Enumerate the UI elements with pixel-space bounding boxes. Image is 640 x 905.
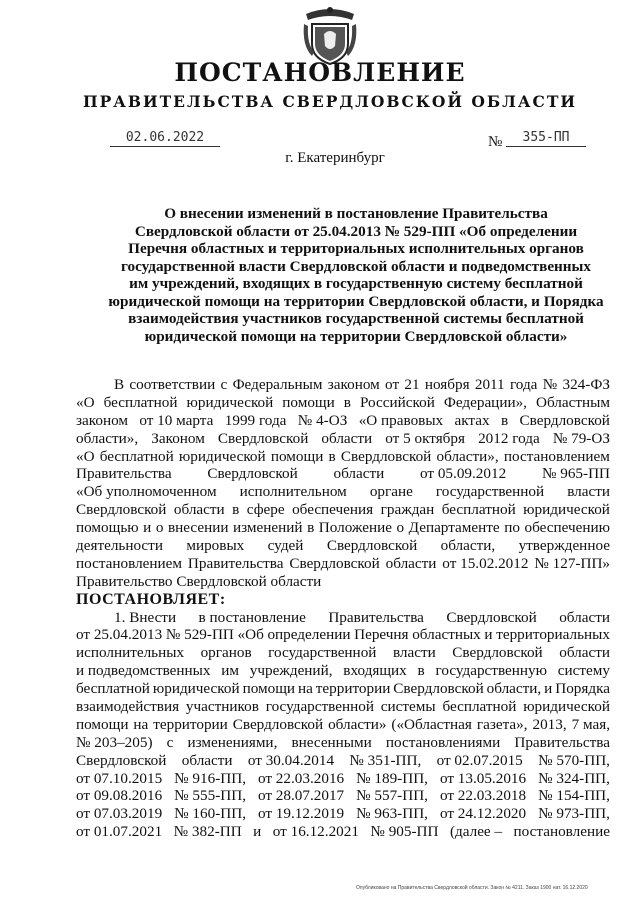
text-line [76, 412, 610, 430]
word: в [307, 519, 315, 537]
document-city: г. Екатеринбург [285, 150, 385, 166]
word: № 382-ПП [173, 823, 242, 841]
word: и [484, 626, 493, 644]
word: области, [440, 537, 496, 555]
word: области», [436, 447, 499, 465]
heading-line: государственной власти Свердловской области и подведомственных [120, 257, 592, 275]
word: и подведомственных [76, 662, 211, 680]
word: им [221, 662, 239, 680]
text-line [76, 501, 610, 519]
word: № 557-ПП, [356, 787, 428, 805]
text-line [76, 752, 610, 770]
word: Свердловской [232, 715, 324, 733]
word: 7 мая, [571, 715, 610, 733]
word: с [220, 376, 228, 393]
text-line [76, 734, 610, 752]
document-subtitle: ПРАВИТЕЛЬСТВА СВЕРДЛОВСКОЙ ОБЛАСТИ [82, 92, 578, 111]
document-body [76, 376, 610, 841]
word: Законом [151, 429, 205, 447]
word: «Об уполномоченном [76, 483, 217, 501]
word: в [328, 447, 336, 465]
word: области [321, 429, 373, 447]
word: обеспечению [524, 519, 610, 537]
text-line [76, 644, 610, 662]
word: юридической [523, 698, 610, 716]
word: бесплатной [441, 501, 516, 519]
number-label: № [488, 134, 503, 150]
word: «О правовых [358, 411, 444, 429]
heading-line: Перечня областных и территориальных исполнительных органов [128, 240, 584, 257]
word: области [333, 465, 385, 483]
word: № 570-ПП, [538, 751, 610, 769]
word: области, [486, 680, 542, 698]
word: № 973-ПП, [538, 805, 610, 823]
preamble-last-line: Правительство Свердловской области [76, 572, 322, 590]
word: с [166, 733, 174, 751]
word: утвержденное [518, 537, 610, 555]
word: от 19.12.2019 [257, 805, 345, 823]
word: № 154-ПП, [538, 787, 610, 805]
word: сфере [246, 501, 285, 519]
word: Департаменте [408, 519, 500, 537]
word: помощи [242, 680, 296, 698]
word: постановлением [503, 447, 610, 465]
word: Свердловской [76, 751, 167, 769]
word: власти [392, 644, 436, 662]
text-line [76, 626, 610, 644]
word: актах [454, 411, 490, 429]
text-line [76, 609, 610, 627]
word: мировых [186, 537, 245, 555]
word: области [181, 751, 233, 769]
word: изменениями, [187, 733, 278, 751]
heading-line: взаимодействия участников государственной системы бесплатной [128, 310, 584, 327]
word: Свердловской [289, 554, 380, 572]
word: органе [369, 483, 413, 501]
word: № 203–205) [76, 733, 153, 751]
word: от 02.07.2015 [436, 751, 523, 769]
word: помощи [76, 715, 129, 733]
word: учреждений, [249, 662, 333, 680]
word: о [396, 519, 405, 537]
word: № 916-ПП, [174, 769, 246, 787]
heading-line: юридической помощи на территории Свердловской области» [144, 327, 568, 345]
word: № 351-ПП, [349, 751, 422, 769]
word: бесплатной [99, 447, 174, 465]
heading-line: юридической помощи на территории Свердловской области, и Порядка [108, 292, 604, 310]
word: внесенными [291, 733, 372, 751]
document-title: ПОСТАНОВЛЕНИЕ [174, 58, 466, 87]
word: и [143, 519, 152, 537]
word: законом [327, 376, 380, 393]
text-line [76, 465, 610, 483]
word: № 127-ПП» [534, 554, 610, 572]
word: государственную [435, 662, 547, 680]
word: 21 [404, 376, 420, 393]
word: 1. Внести [114, 608, 177, 626]
word: исполнительном [239, 483, 347, 501]
word: № 529-ПП [165, 626, 234, 644]
word: Российской [359, 393, 435, 411]
word: от 10 марта [139, 411, 214, 429]
word: Свердловской [452, 644, 543, 662]
word: государственной [268, 644, 377, 662]
word: № 79-ОЗ [552, 429, 610, 447]
item-1-paragraph [76, 609, 610, 842]
word: бесплатной [442, 698, 517, 716]
word: от 28.07.2017 [257, 787, 345, 805]
word: газета», [476, 715, 528, 733]
word: от 22.03.2018 [439, 787, 527, 805]
word: государственной [265, 698, 374, 716]
document-date: 02.06.2022 [110, 130, 220, 147]
word: юридической [523, 501, 610, 519]
word: и [253, 823, 262, 841]
word: взаимодействия [76, 698, 180, 716]
coat-of-arms-icon [302, 6, 358, 66]
word: законом [76, 411, 128, 429]
text-line [76, 430, 610, 448]
word: области [559, 608, 610, 626]
word: № 555-ПП, [174, 787, 246, 805]
word: («Областная [391, 715, 472, 733]
word: юридической [152, 680, 240, 698]
word: бесплатной [76, 680, 150, 698]
word: от 25.04.2013 [76, 626, 163, 644]
word: помощью [76, 519, 139, 537]
word: от 13.05.2016 [439, 769, 527, 787]
text-line [76, 805, 610, 823]
word: от 05.09.2012 [420, 465, 507, 483]
word: граждан [380, 501, 435, 519]
word: области [385, 554, 437, 572]
word: «О [76, 393, 95, 411]
text-line [76, 662, 610, 680]
word: систему [557, 662, 610, 680]
text-line [76, 537, 610, 555]
word: № 324-ПП, [538, 769, 610, 787]
word: № 963-ПП, [356, 805, 428, 823]
word: в [343, 393, 351, 411]
word: территориальных [496, 626, 610, 644]
word: Свердловской [393, 680, 484, 698]
word: Правительства [328, 608, 424, 626]
word: Свердловской [207, 465, 298, 483]
word: 324-ФЗ [562, 376, 610, 393]
word: государственной [435, 483, 545, 501]
text-line [76, 483, 610, 501]
word: в [500, 411, 509, 429]
word: постановлением [76, 554, 183, 572]
word: изменений [233, 519, 303, 537]
word: системы [380, 698, 436, 716]
resolves-label: ПОСТАНОВЛЯЕТ: [76, 590, 226, 608]
word: Правительства [514, 733, 610, 751]
word: от 07.03.2019 [76, 805, 163, 823]
word: Положение [318, 519, 392, 537]
word: Перечня [354, 626, 409, 644]
word: соответствии [129, 376, 216, 393]
word: территории [315, 680, 391, 698]
word: Областным [535, 393, 610, 411]
word: в [232, 501, 240, 519]
word: Правительства [187, 554, 284, 572]
word: «Об [237, 626, 264, 644]
text-line [76, 519, 610, 537]
word: Федерации», [443, 393, 527, 411]
word: от 22.03.2016 [257, 769, 345, 787]
word: № 160-ПП, [174, 805, 246, 823]
word: постановлениями [385, 733, 501, 751]
word: и [544, 680, 553, 698]
word: власти [567, 483, 610, 501]
word: судей [267, 537, 304, 555]
word: Свердловской [217, 429, 309, 447]
text-line [76, 787, 610, 805]
word: постановление [513, 823, 610, 841]
text-line [76, 394, 610, 412]
word: в постановление [198, 608, 306, 626]
word: № 189-ПП, [356, 769, 428, 787]
text-line [76, 376, 610, 394]
word: определении [267, 626, 351, 644]
heading-line: им учреждений, входящих в государственную систему бесплатной [129, 275, 583, 292]
text-line [76, 555, 610, 573]
word: Федеральным [232, 376, 323, 393]
word: помощи [282, 393, 335, 411]
word: 2013, [532, 715, 567, 733]
word: от 16.12.2021 [272, 823, 359, 841]
word: помощи [270, 447, 324, 465]
word: Правительства [76, 465, 172, 483]
word: 2011 [474, 376, 505, 393]
word: участников [185, 698, 259, 716]
word: Свердловской [340, 447, 432, 465]
word: от 07.10.2015 [76, 769, 163, 787]
word: № 905-ПП [370, 823, 439, 841]
word: от 01.07.2021 [76, 823, 163, 841]
word: Свердловской [76, 501, 167, 519]
word: Свердловской [326, 537, 418, 555]
word: области [559, 644, 610, 662]
text-line [76, 680, 610, 698]
word: на [297, 680, 313, 698]
text-line [76, 823, 610, 841]
heading-line: О внесении изменений в постановление Правительства [164, 205, 548, 222]
word: обеспечения [292, 501, 374, 519]
word: «О [76, 447, 95, 465]
word: входящих [343, 662, 407, 680]
publication-footer: Опубликовано на Правительства Свердловской области. Закон № 4211. Заказ 1900 нат. 16.12.2020 [356, 885, 588, 891]
word: внесении [167, 519, 229, 537]
word: Свердловской [519, 411, 610, 429]
word: о [155, 519, 164, 537]
word: исполнительных [76, 644, 185, 662]
word: деятельности [76, 537, 163, 555]
word: (далее – [449, 823, 503, 841]
word: от [385, 376, 400, 393]
word: юридической [178, 447, 266, 465]
heading-line: Свердловской области от 25.04.2013 № 529-ПП «Об определении [134, 222, 578, 240]
word: юридической [186, 393, 274, 411]
word: области [173, 501, 225, 519]
word: в [417, 662, 425, 680]
word: 2012 года [478, 429, 540, 447]
word: от 5 октября [385, 429, 465, 447]
word: от 15.02.2012 [442, 554, 529, 572]
preamble-paragraph [76, 376, 610, 573]
word: ноября [424, 376, 470, 393]
word: области», [76, 429, 139, 447]
word: по [504, 519, 520, 537]
word: от 30.04.2014 [247, 751, 335, 769]
word: области» [328, 715, 387, 733]
word: № 4-ОЗ [297, 411, 348, 429]
word: № [542, 376, 558, 393]
text-line [76, 770, 610, 788]
text-line [76, 716, 610, 734]
word: органов [200, 644, 252, 662]
word: областных [412, 626, 481, 644]
document-number: 355-ПП [506, 130, 586, 147]
text-line [76, 448, 610, 466]
word: на [133, 715, 149, 733]
word: территории [153, 715, 228, 733]
word: 1999 года [224, 411, 287, 429]
resolution-heading [80, 205, 632, 345]
word: В [114, 376, 125, 393]
word: Порядка [555, 680, 610, 698]
word: года [509, 376, 538, 393]
word: от 24.12.2020 [439, 805, 527, 823]
word: Свердловской [446, 608, 537, 626]
word: № 965-ПП [541, 465, 610, 483]
word: от 09.08.2016 [76, 787, 163, 805]
word: бесплатной [103, 393, 178, 411]
text-line [76, 698, 610, 716]
